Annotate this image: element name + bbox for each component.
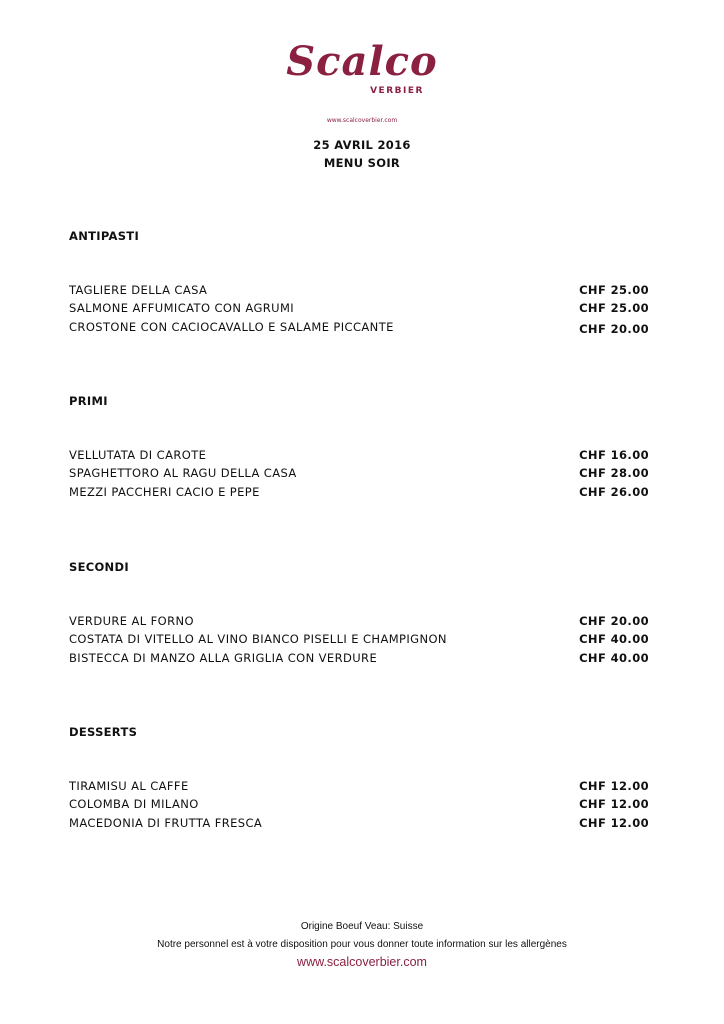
menu-item: [69, 283, 649, 301]
item-price: CHF 25.00: [579, 283, 649, 297]
logo-url: www.scalcoverbier.com: [326, 117, 398, 124]
item-price: CHF 40.00: [579, 651, 649, 665]
item-price: CHF 16.00: [579, 448, 649, 462]
menu-item: [69, 797, 649, 815]
logo-script: Scalco: [286, 38, 438, 85]
menu-item: [69, 320, 649, 338]
item-price: CHF 25.00: [579, 301, 649, 315]
footer-website-link[interactable]: www.scalcoverbier.com: [297, 955, 427, 969]
menu-item: [69, 651, 649, 669]
menu-item: [69, 816, 649, 834]
item-name: CROSTONE CON CACIOCAVALLO E SALAME PICCANTE: [69, 320, 394, 334]
item-price: CHF 20.00: [579, 322, 649, 336]
section-title-desserts: DESSERTS: [69, 725, 138, 739]
menu-date: 25 AVRIL 2016: [313, 138, 411, 152]
logo-subtitle: VERBIER: [370, 86, 424, 96]
item-price: CHF 12.00: [579, 816, 649, 830]
item-name: BISTECCA DI MANZO ALLA GRIGLIA CON VERDURE: [69, 651, 378, 665]
menu-item: [69, 301, 649, 319]
footer-allergens: Notre personnel est à votre disposition pour vous donner toute information sur les allergènes: [157, 939, 567, 950]
item-price: CHF 28.00: [579, 466, 649, 480]
item-name: SALMONE AFFUMICATO CON AGRUMI: [69, 301, 295, 315]
menu-item: [69, 448, 649, 466]
item-price: CHF 12.00: [579, 779, 649, 793]
item-name: TIRAMISU AL CAFFE: [69, 779, 189, 793]
menu-item: [69, 779, 649, 797]
item-name: MACEDONIA DI FRUTTA FRESCA: [69, 816, 263, 830]
menu-title: MENU SOIR: [323, 156, 401, 170]
section-title-primi: PRIMI: [69, 394, 108, 408]
item-name: SPAGHETTORO AL RAGU DELLA CASA: [69, 466, 297, 480]
logo: [0, 40, 724, 96]
footer-origin: Origine Boeuf Veau: Suisse: [300, 921, 424, 932]
menu-item: [69, 485, 649, 503]
item-name: COLOMBA DI MILANO: [69, 797, 199, 811]
item-price: CHF 20.00: [579, 614, 649, 628]
item-name: VERDURE AL FORNO: [69, 614, 194, 628]
item-name: COSTATA DI VITELLO AL VINO BIANCO PISELLI E CHAMPIGNON: [69, 632, 447, 646]
item-price: CHF 40.00: [579, 632, 649, 646]
item-price: CHF 26.00: [579, 485, 649, 499]
item-name: VELLUTATA DI CAROTE: [69, 448, 207, 462]
menu-item: [69, 466, 649, 484]
item-name: TAGLIERE DELLA CASA: [69, 283, 208, 297]
section-title-antipasti: ANTIPASTI: [69, 229, 140, 243]
item-price: CHF 12.00: [579, 797, 649, 811]
section-title-secondi: SECONDI: [69, 560, 129, 574]
menu-item: [69, 632, 649, 650]
menu-item: [69, 614, 649, 632]
item-name: MEZZI PACCHERI CACIO E PEPE: [69, 485, 260, 499]
